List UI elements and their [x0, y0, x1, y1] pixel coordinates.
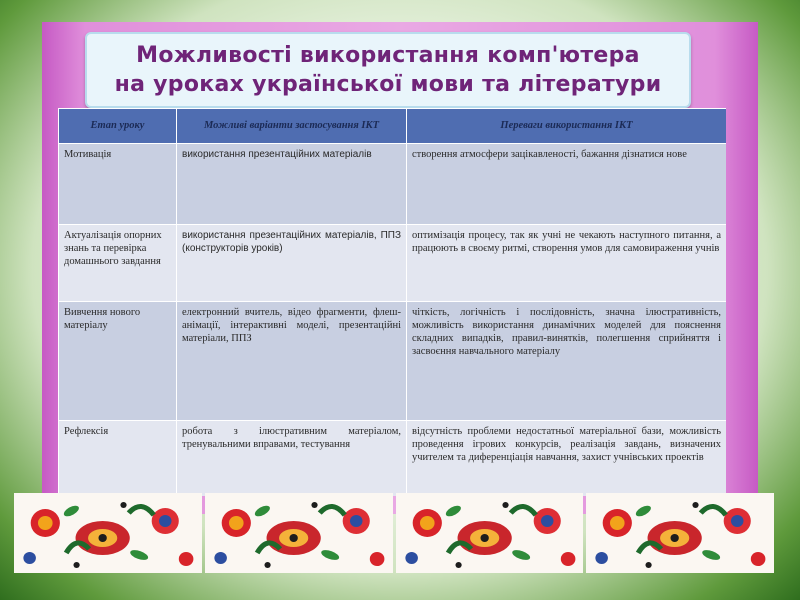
cell-benefits: чіткість, логічність і послідовність, значна ілюстративність, можливість використання динамічних моделей для пояснення складних випадків, правил-винятків, полегшення сприйняття і засвоєння навчального матеріалу: [407, 302, 727, 421]
table-row: [59, 421, 727, 497]
header-ict-options: Можливі варіанти застосування ІКТ: [177, 109, 407, 144]
embroidery-flower-icon: [14, 493, 202, 573]
ict-table-container: [58, 108, 726, 496]
cell-benefits: створення атмосфери зацікавленості, бажання дізнатися нове: [407, 144, 727, 225]
cell-stage: Вивчення нового матеріалу: [59, 302, 177, 421]
embroidery-flower-icon: [586, 493, 774, 573]
header-stage: Етап уроку: [59, 109, 177, 144]
table-row: [59, 144, 727, 225]
cell-ict: використання презентаційних матеріалів: [177, 144, 407, 225]
cell-ict: електронний вчитель, відео фрагменти, флеш-анімації, інтерактивні моделі, презентаційні матеріали, ППЗ: [177, 302, 407, 421]
table-row: [59, 302, 727, 421]
table-header-row: [59, 109, 727, 144]
embroidery-flower-icon: [205, 493, 393, 573]
cell-benefits: оптимізація процесу, так як учні не чекають наступного питання, а працюють в своєму ритмі, створення умов для самовираження учнів: [407, 225, 727, 302]
cell-stage: Мотивація: [59, 144, 177, 225]
cell-stage: Актуалізація опорних знань та перевірка домашнього завдання: [59, 225, 177, 302]
title-line-1: Можливості використання комп'ютера: [136, 43, 640, 68]
ornament-border: [14, 493, 774, 573]
cell-benefits: відсутність проблеми недостатньої матеріальної бази, можливість проведення ігрових конкурсів, реалізація завдань, визначених учителем та диференціація навчання, захист учнівських проектів: [407, 421, 727, 497]
table-row: [59, 225, 727, 302]
title-line-2: на уроках української мови та літератури: [114, 72, 662, 97]
slide-title: [85, 32, 691, 108]
header-benefits: Переваги використання ІКТ: [407, 109, 727, 144]
cell-ict: використання презентаційних матеріалів, ППЗ (конструкторів уроків): [177, 225, 407, 302]
cell-stage: Рефлексія: [59, 421, 177, 497]
ict-table: [58, 108, 726, 496]
embroidery-flower-icon: [396, 493, 584, 573]
cell-ict: робота з ілюстративним матеріалом, тренувальними вправами, тестування: [177, 421, 407, 497]
